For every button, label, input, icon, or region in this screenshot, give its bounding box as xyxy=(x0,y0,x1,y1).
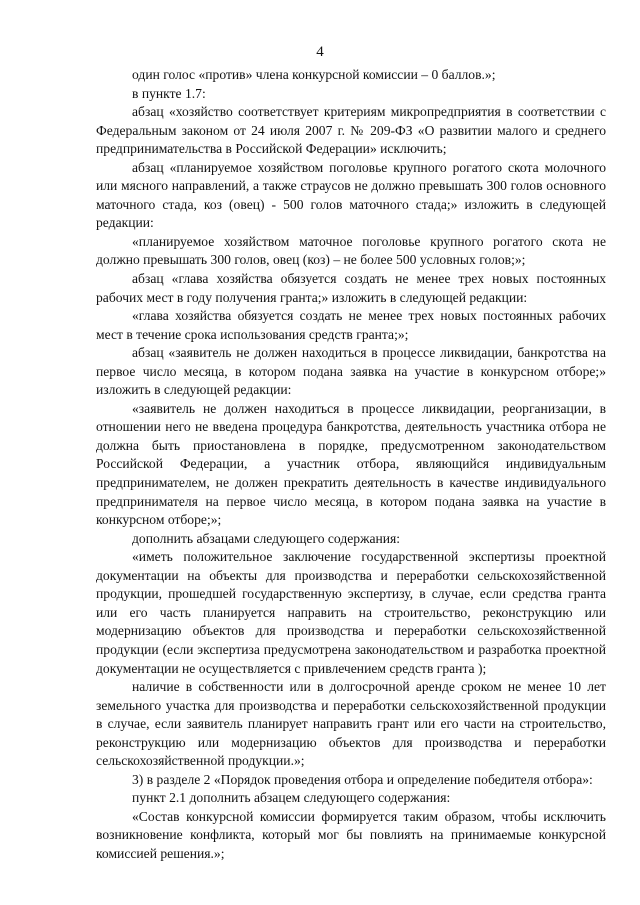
page-number: 4 xyxy=(316,44,324,60)
paragraph: абзац «глава хозяйства обязуется создать не менее трех новых постоянных рабочих мест в году получения гранта;» изложить в следующей редакции: xyxy=(96,271,606,305)
paragraph: в пункте 1.7: xyxy=(132,85,206,101)
paragraph: один голос «против» члена конкурсной комиссии – 0 баллов.»; xyxy=(132,67,496,82)
paragraph: пункт 2.1 дополнить абзацем следующего содержания: xyxy=(132,790,451,806)
document-body xyxy=(96,66,606,864)
paragraph: абзац «хозяйство соответствует критериям микропредприятия в соответствии с Федеральным законом от 24 июля 2007 г. № 209-ФЗ «О развитии малого и среднего предпринимательства в Российской Федерации» исключить; xyxy=(96,104,606,157)
paragraph: «Состав конкурсной комиссии формируется таким образом, чтобы исключить возникновение конфликта, который мог бы повлиять на принимаемые конкурсной комиссией решения.»; xyxy=(96,808,606,861)
paragraph: «иметь положительное заключение государственной экспертизы проектной документации на объекты для производства и переработки сельскохозяйственной продукции, прошедшей государственную экспертизу, в случае, если средства гранта или его часть планируется направить на строительство, реконструкцию или модернизацию объектов для производства и переработки сельскохозяйственной продукции (если экспертиза предусмотрена законодательством и разработка проектной документации не осуществляется с привлечением средств гранта ); xyxy=(96,549,606,676)
paragraph: «глава хозяйства обязуется создать не менее трех новых постоянных рабочих мест в течение срока использования средств гранта;»; xyxy=(96,308,606,342)
paragraph: абзац «заявитель не должен находиться в процессе ликвидации, банкротства на первое число месяца, в котором подана заявка на участие в конкурсном отборе;» изложить в следующей редакции: xyxy=(96,345,606,398)
paragraph: дополнить абзацами следующего содержания: xyxy=(132,530,401,546)
paragraph: 3) в разделе 2 «Порядок проведения отбора и определение победителя отбора»: xyxy=(132,771,593,787)
paragraph: наличие в собственности или в долгосрочной аренде сроком не менее 10 лет земельного участка для производства и переработки сельскохозяйственной продукции в случае, если заявитель планирует направить грант или его части на строительство, реконструкцию или модернизацию объектов для производства и переработки сельскохозяйственной продукции.»; xyxy=(96,679,606,769)
paragraph: абзац «планируемое хозяйством поголовье крупного рогатого скота молочного или мясного направлений, а также страусов не должно превышать 300 голов основного маточного стада, коз (овец) - 500 голов маточного стада;» изложить в следующей редакции: xyxy=(96,159,606,231)
paragraph: «заявитель не должен находиться в процессе ликвидации, реорганизации, в отношении него не введена процедура банкротства, деятельность участника отбора не должна быть приостановлена в порядке, предусмотренном законодательством Российской Федерации, а участник отбора, являющийся индивидуальным предпринимателем, не должен прекратить деятельность в качестве индивидуального предпринимателя на первое число месяца, в котором подана заявка на участие в конкурсном отборе;»; xyxy=(96,400,606,528)
paragraph: «планируемое хозяйством маточное поголовье крупного рогатого скота не должно превышать 300 голов, овец (коз) – не более 500 условных голов;»; xyxy=(96,233,606,268)
